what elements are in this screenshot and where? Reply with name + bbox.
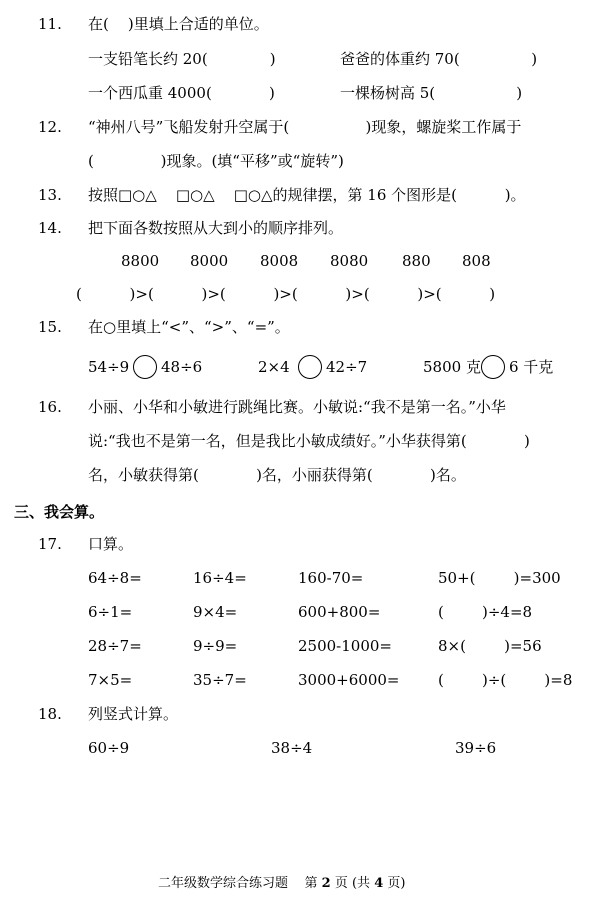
q11-item-watermelon: 一个西瓜重 4000( )	[88, 84, 275, 102]
q17-r4c2: 35÷7=	[193, 671, 247, 689]
q16-line1: 小丽、小华和小敏进行跳绳比赛。小敏说:“我不是第一名。”小华	[88, 398, 506, 416]
footer-middle: 页 (共	[330, 876, 375, 891]
q17-text: 口算。	[88, 535, 134, 553]
q15-item2-right: 42÷7	[326, 358, 368, 376]
q15-item2-left: 2×4	[258, 358, 290, 376]
q17-r3c3: 2500-1000=	[298, 637, 392, 655]
q17-r4c1: 7×5=	[88, 671, 133, 689]
q14-number: 14.	[38, 219, 62, 237]
q13-text: 按照□○△ □○△ □○△的规律摆，第 16 个图形是( )。	[88, 186, 526, 204]
q17-r4c4: ( )÷( )=8	[438, 671, 573, 689]
q13-number: 13.	[38, 186, 62, 204]
q17-r1c1: 64÷8=	[88, 569, 142, 587]
q17-r2c1: 6÷1=	[88, 603, 133, 621]
q17-r1c2: 16÷4=	[193, 569, 247, 587]
q17-number: 17.	[38, 535, 62, 553]
q15-item2-circle	[298, 355, 322, 379]
q14-number-3: 8008	[260, 252, 299, 270]
q11-item-father-weight: 爸爸的体重约 70( )	[340, 50, 538, 68]
q15-item3-right: 6 千克	[509, 358, 554, 376]
footer-total-pages: 4	[374, 876, 384, 891]
q11-number: 11.	[38, 15, 62, 33]
q11-item-tree: 一棵杨树高 5( )	[340, 84, 523, 102]
q14-number-6: 808	[462, 252, 491, 270]
q12-line2: ( )现象。(填“平移”或“旋转”)	[88, 152, 344, 170]
q18-text: 列竖式计算。	[88, 705, 179, 723]
q14-number-5: 880	[402, 252, 431, 270]
q12-line1: “神州八号”飞船发射升空属于( )现象，螺旋桨工作属于	[88, 118, 522, 136]
q11-item-pencil: 一支铅笔长约 20( )	[88, 50, 276, 68]
q17-r3c1: 28÷7=	[88, 637, 142, 655]
q15-text: 在○里填上“<”、“>”、“=”。	[88, 318, 290, 336]
q15-item3-left: 5800 克	[423, 358, 481, 376]
q16-line3: 名，小敏获得第( )名，小丽获得第( )名。	[88, 466, 466, 484]
q17-r3c4: 8×( )=56	[438, 637, 542, 655]
q14-number-1: 8800	[121, 252, 160, 270]
q18-number: 18.	[38, 705, 62, 723]
q18-item3: 39÷6	[455, 739, 497, 757]
q17-r1c4: 50+( )=300	[438, 569, 561, 587]
q15-item1-left: 54÷9	[88, 358, 130, 376]
q17-r1c3: 160-70=	[298, 569, 364, 587]
footer-suffix: 页)	[383, 876, 406, 891]
footer-prefix: 二年级数学综合练习题 第	[158, 876, 322, 891]
q15-item3-circle	[481, 355, 505, 379]
q15-item1-circle	[133, 355, 157, 379]
q15-number: 15.	[38, 318, 62, 336]
q16-number: 16.	[38, 398, 62, 416]
q14-text: 把下面各数按照从大到小的顺序排列。	[88, 219, 344, 237]
q17-r2c4: ( )÷4=8	[438, 603, 533, 621]
q18-item2: 38÷4	[271, 739, 313, 757]
q11-text: 在( )里填上合适的单位。	[88, 15, 269, 33]
section-title: 三、我会算。	[14, 503, 105, 521]
footer-page-number: 2	[321, 876, 331, 891]
page-footer	[158, 875, 405, 893]
q15-item1-right: 48÷6	[161, 358, 203, 376]
q12-number: 12.	[38, 118, 62, 136]
q17-r2c2: 9×4=	[193, 603, 238, 621]
q14-number-4: 8080	[330, 252, 369, 270]
q16-line2: 说:“我也不是第一名，但是我比小敏成绩好。”小华获得第( )	[88, 432, 530, 450]
q17-r3c2: 9÷9=	[193, 637, 238, 655]
q17-r2c3: 600+800=	[298, 603, 381, 621]
q14-number-2: 8000	[190, 252, 229, 270]
q14-answer-line: ( )>( )>( )>( )>( )>( )	[76, 285, 496, 303]
q18-item1: 60÷9	[88, 739, 130, 757]
q17-r4c3: 3000+6000=	[298, 671, 400, 689]
